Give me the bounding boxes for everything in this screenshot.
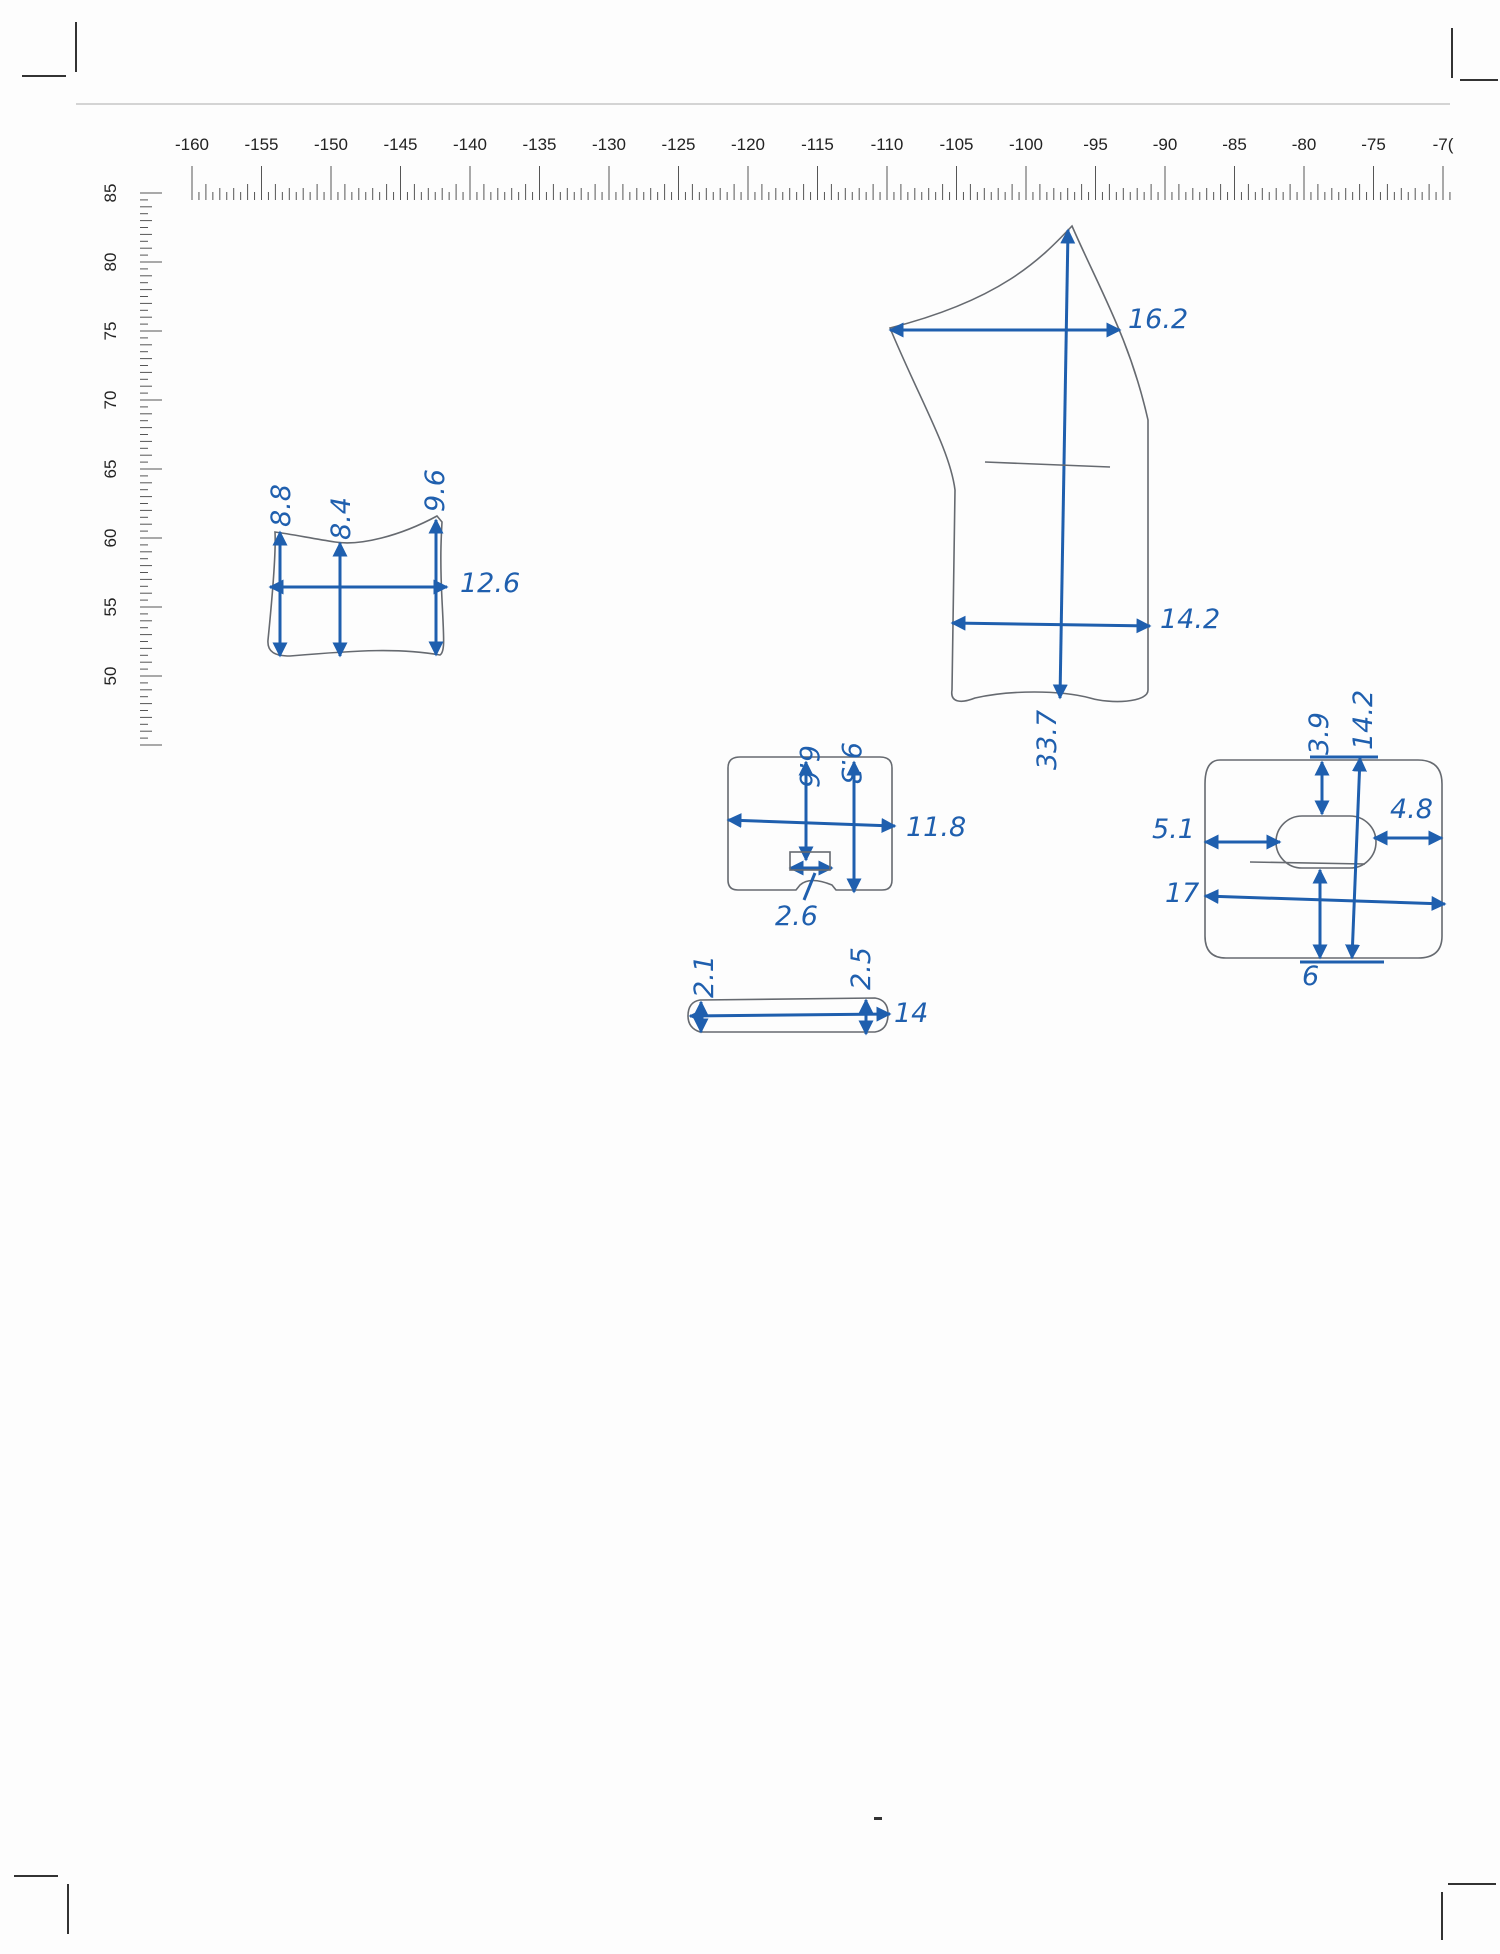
tall-part-bottom-width-dimension — [952, 623, 1150, 626]
slotted-block-width-dimension — [1205, 896, 1445, 904]
top-ruler-label: -160 — [174, 135, 210, 154]
notched-block-width-dimension — [728, 820, 895, 826]
thin-strip-length-dimension — [690, 1014, 890, 1016]
notched-block-inner-height-label: 6.6 — [793, 745, 824, 788]
top-ruler-label: -7( — [1432, 135, 1454, 154]
side-ruler-label: 85 — [101, 183, 120, 203]
side-ruler-label: 60 — [101, 528, 120, 548]
top-ruler-label: -155 — [244, 135, 279, 154]
tall-part-height-dimension — [1060, 230, 1068, 698]
tall-part — [890, 226, 1220, 770]
top-ruler-label: -135 — [522, 135, 557, 154]
top-ruler-label: -115 — [801, 135, 834, 154]
thin-strip-part — [688, 947, 928, 1034]
slotted-block-slot-centerline — [1250, 862, 1365, 864]
thin-strip-length-label: 14 — [894, 998, 929, 1029]
top-ruler-label: -105 — [939, 135, 974, 154]
top-ruler-label: -90 — [1152, 135, 1178, 154]
side-ruler-label: 75 — [101, 321, 120, 341]
tall-part-bottom-width-label: 14.2 — [1160, 604, 1221, 635]
top-ruler-label: -110 — [870, 135, 904, 154]
slotted-block-slot — [1276, 816, 1376, 868]
top-ruler — [192, 166, 1450, 200]
slotted-block-width-label: 17 — [1165, 878, 1200, 909]
saddle-part — [266, 469, 520, 656]
saddle-width-label: 12.6 — [460, 568, 521, 599]
crop-marks — [14, 22, 1498, 1940]
top-ruler-label: -125 — [661, 135, 696, 154]
side-ruler — [140, 193, 162, 745]
scan-speck — [874, 1817, 882, 1820]
slotted-block-slot-bottom-gap-label: 6 — [1302, 961, 1320, 992]
notched-block-notch-leader — [804, 873, 815, 900]
top-ruler-label: -100 — [1008, 135, 1044, 154]
top-ruler-label: -80 — [1291, 135, 1317, 154]
top-ruler-label: -145 — [383, 135, 418, 154]
top-ruler-label: -130 — [591, 135, 627, 154]
tall-part-height-label: 33.7 — [1032, 709, 1063, 770]
side-ruler-label: 70 — [101, 390, 120, 410]
notched-block-height-label: 9.3 — [835, 742, 866, 785]
notched-block-part — [728, 742, 966, 932]
thin-strip-left-height-label: 2.1 — [689, 955, 720, 998]
top-ruler-label: -120 — [730, 135, 766, 154]
side-ruler-labels — [101, 184, 120, 686]
notched-block-notch-label: 2.6 — [775, 901, 818, 932]
slotted-block-height-label: 14.2 — [1348, 689, 1379, 750]
top-ruler-labels — [175, 135, 1454, 154]
slotted-block-slot-top-gap-label: 3.9 — [1304, 712, 1335, 755]
top-ruler-label: -85 — [1222, 135, 1247, 154]
slotted-block-left-gap-label: 5.1 — [1152, 814, 1195, 845]
saddle-mid-height-label: 8.4 — [326, 497, 357, 540]
top-ruler-label: -150 — [313, 135, 349, 154]
top-ruler-label: -140 — [452, 135, 488, 154]
top-ruler-label: -75 — [1361, 135, 1386, 154]
side-ruler-label: 50 — [101, 666, 120, 686]
side-ruler-label: 80 — [101, 252, 120, 272]
thin-strip-right-height-label: 2.5 — [846, 947, 877, 990]
side-ruler-label: 65 — [101, 459, 120, 479]
saddle-left-height-label: 8.8 — [266, 484, 297, 527]
slotted-block-part — [1152, 690, 1445, 992]
saddle-right-height-label: 9.6 — [420, 469, 451, 512]
tall-part-top-width-label: 16.2 — [1128, 304, 1189, 335]
top-ruler-label: -95 — [1083, 135, 1108, 154]
slotted-block-height-dimension — [1352, 758, 1360, 958]
slotted-block-right-gap-label: 4.8 — [1390, 794, 1433, 825]
notched-block-width-label: 11.8 — [906, 812, 967, 843]
side-ruler-label: 55 — [101, 597, 120, 617]
tall-part-center-mark — [985, 462, 1110, 467]
